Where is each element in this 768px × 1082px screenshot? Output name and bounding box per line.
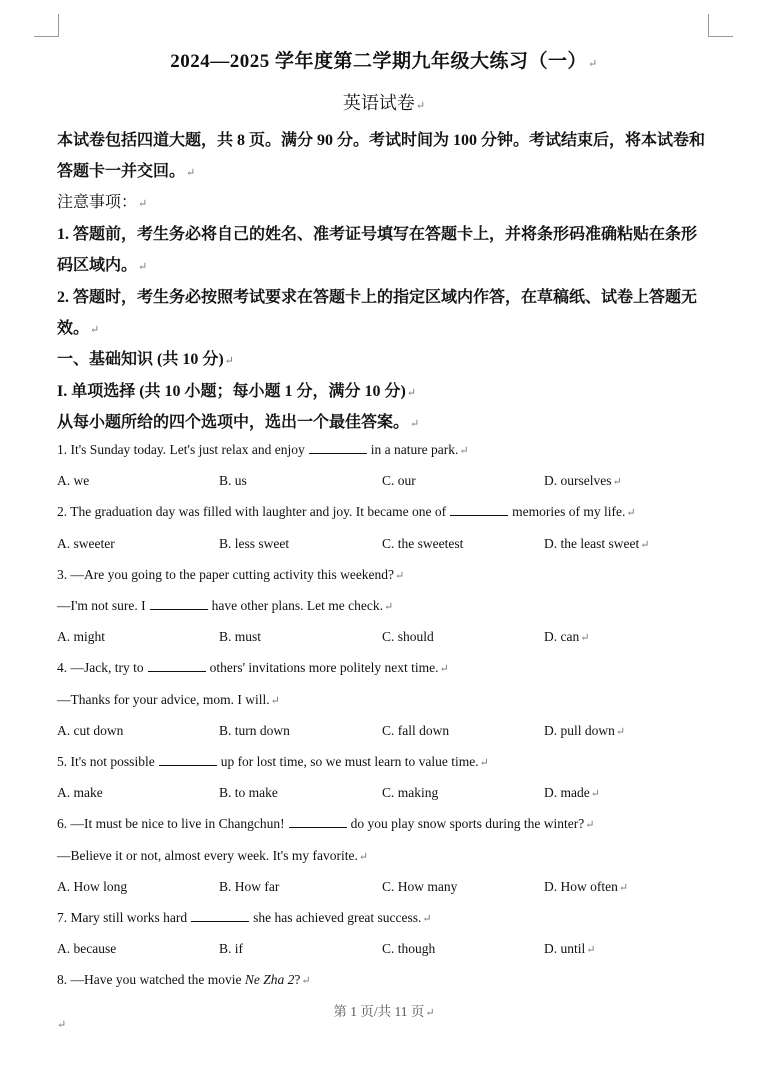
question-3-reply: —I'm not sure. I have other plans. Let me check.↵ [57,598,394,613]
notes-heading: 注意事项：↵ [57,194,148,211]
q5-option-d: D. made↵ [544,785,600,800]
q4-option-b: B. turn down [219,723,290,738]
answer-blank [150,598,208,610]
q6-option-c: C. How many [382,879,458,894]
q4-option-d: D. pull down↵ [544,723,626,738]
q3-option-a: A. might [57,629,106,644]
q2-option-c: C. the sweetest [382,536,464,551]
subsection-heading: I. 单项选择 (共 10 小题；每小题 1 分，满分 10 分)↵ [57,383,417,400]
intro-line-2: 答题卡一并交回。↵ [57,163,196,180]
note-1-line-2: 码区域内。↵ [57,257,148,274]
q3-option-d: D. can↵ [544,629,590,644]
q7-option-c: C. though [382,941,436,956]
answer-blank [191,910,249,922]
q7-option-a: A. because [57,941,117,956]
question-5: 5. It's not possible up for lost time, so we must learn to value time.↵ [57,754,489,769]
q6-option-d: D. How often↵ [544,879,629,894]
q6-option-a: A. How long [57,879,128,894]
page-subtitle: 英语试卷↵ [342,93,426,113]
q2-option-b: B. less sweet [219,536,290,551]
question-4-reply: —Thanks for your advice, mom. I will.↵ [57,692,280,707]
q2-option-a: A. sweeter [57,536,115,551]
q7-option-b: B. if [219,941,244,956]
q7-option-d: D. until↵ [544,941,596,956]
answer-blank [289,816,347,828]
note-2-line-2: 效。↵ [57,320,100,337]
question-1: 1. It's Sunday today. Let's just relax and enjoy in a nature park.↵ [57,442,469,457]
q1-option-a: A. we [57,473,90,488]
answer-blank [148,660,206,672]
intro-line-1: 本试卷包括四道大题，共 8 页。满分 90 分。考试时间为 100 分钟。考试结束后，将本试卷和 [57,132,706,149]
question-4: 4. —Jack, try to others' invitations more politely next time.↵ [57,660,449,675]
q5-option-a: A. make [57,785,103,800]
question-2: 2. The graduation day was filled with laughter and joy. It became one of memories of my life.↵ [57,504,636,519]
movie-title: Ne Zha 2 [244,972,295,987]
section-instruction: 从每小题所给的四个选项中，选出一个最佳答案。↵ [57,414,420,431]
page-title: 2024—2025 学年度第二学期九年级大练习（一）↵ [170,51,598,72]
answer-blank [309,442,367,454]
question-6-reply: —Believe it or not, almost every week. It's my favorite.↵ [57,848,369,863]
q4-option-a: A. cut down [57,723,124,738]
note-2-line-1: 2. 答题时，考生务必按照考试要求在答题卡上的指定区域内作答，在草稿纸、试卷上答题无 [57,289,698,306]
q1-option-c: C. our [382,473,416,488]
answer-blank [450,504,508,516]
crop-mark-top-left [34,14,59,37]
q3-option-b: B. must [219,629,262,644]
note-1-line-1: 1. 答题前，考生务必将自己的姓名、准考证号填写在答题卡上，并将条形码准确粘贴在条形 [57,226,698,243]
question-8: 8. —Have you watched the movie Ne Zha 2?↵ [57,972,311,987]
crop-mark-top-right [708,14,733,37]
q3-option-c: C. should [382,629,434,644]
q1-option-d: D. ourselves↵ [544,473,622,488]
section-heading: 一、基础知识 (共 10 分)↵ [57,351,234,368]
paragraph-mark: ↵ [57,1019,67,1031]
q2-option-d: D. the least sweet↵ [544,536,650,551]
q4-option-c: C. fall down [382,723,450,738]
question-7: 7. Mary still works hard she has achieved great success.↵ [57,910,432,925]
q1-option-b: B. us [219,473,247,488]
answer-blank [159,754,217,766]
page-footer: 第 1 页/共 11 页↵ [333,1004,435,1019]
question-3: 3. —Are you going to the paper cutting activity this weekend?↵ [57,567,405,582]
q5-option-c: C. making [382,785,439,800]
question-6: 6. —It must be nice to live in Changchun! do you play snow sports during the winter?↵ [57,816,595,831]
q5-option-b: B. to make [219,785,278,800]
q6-option-b: B. How far [219,879,280,894]
